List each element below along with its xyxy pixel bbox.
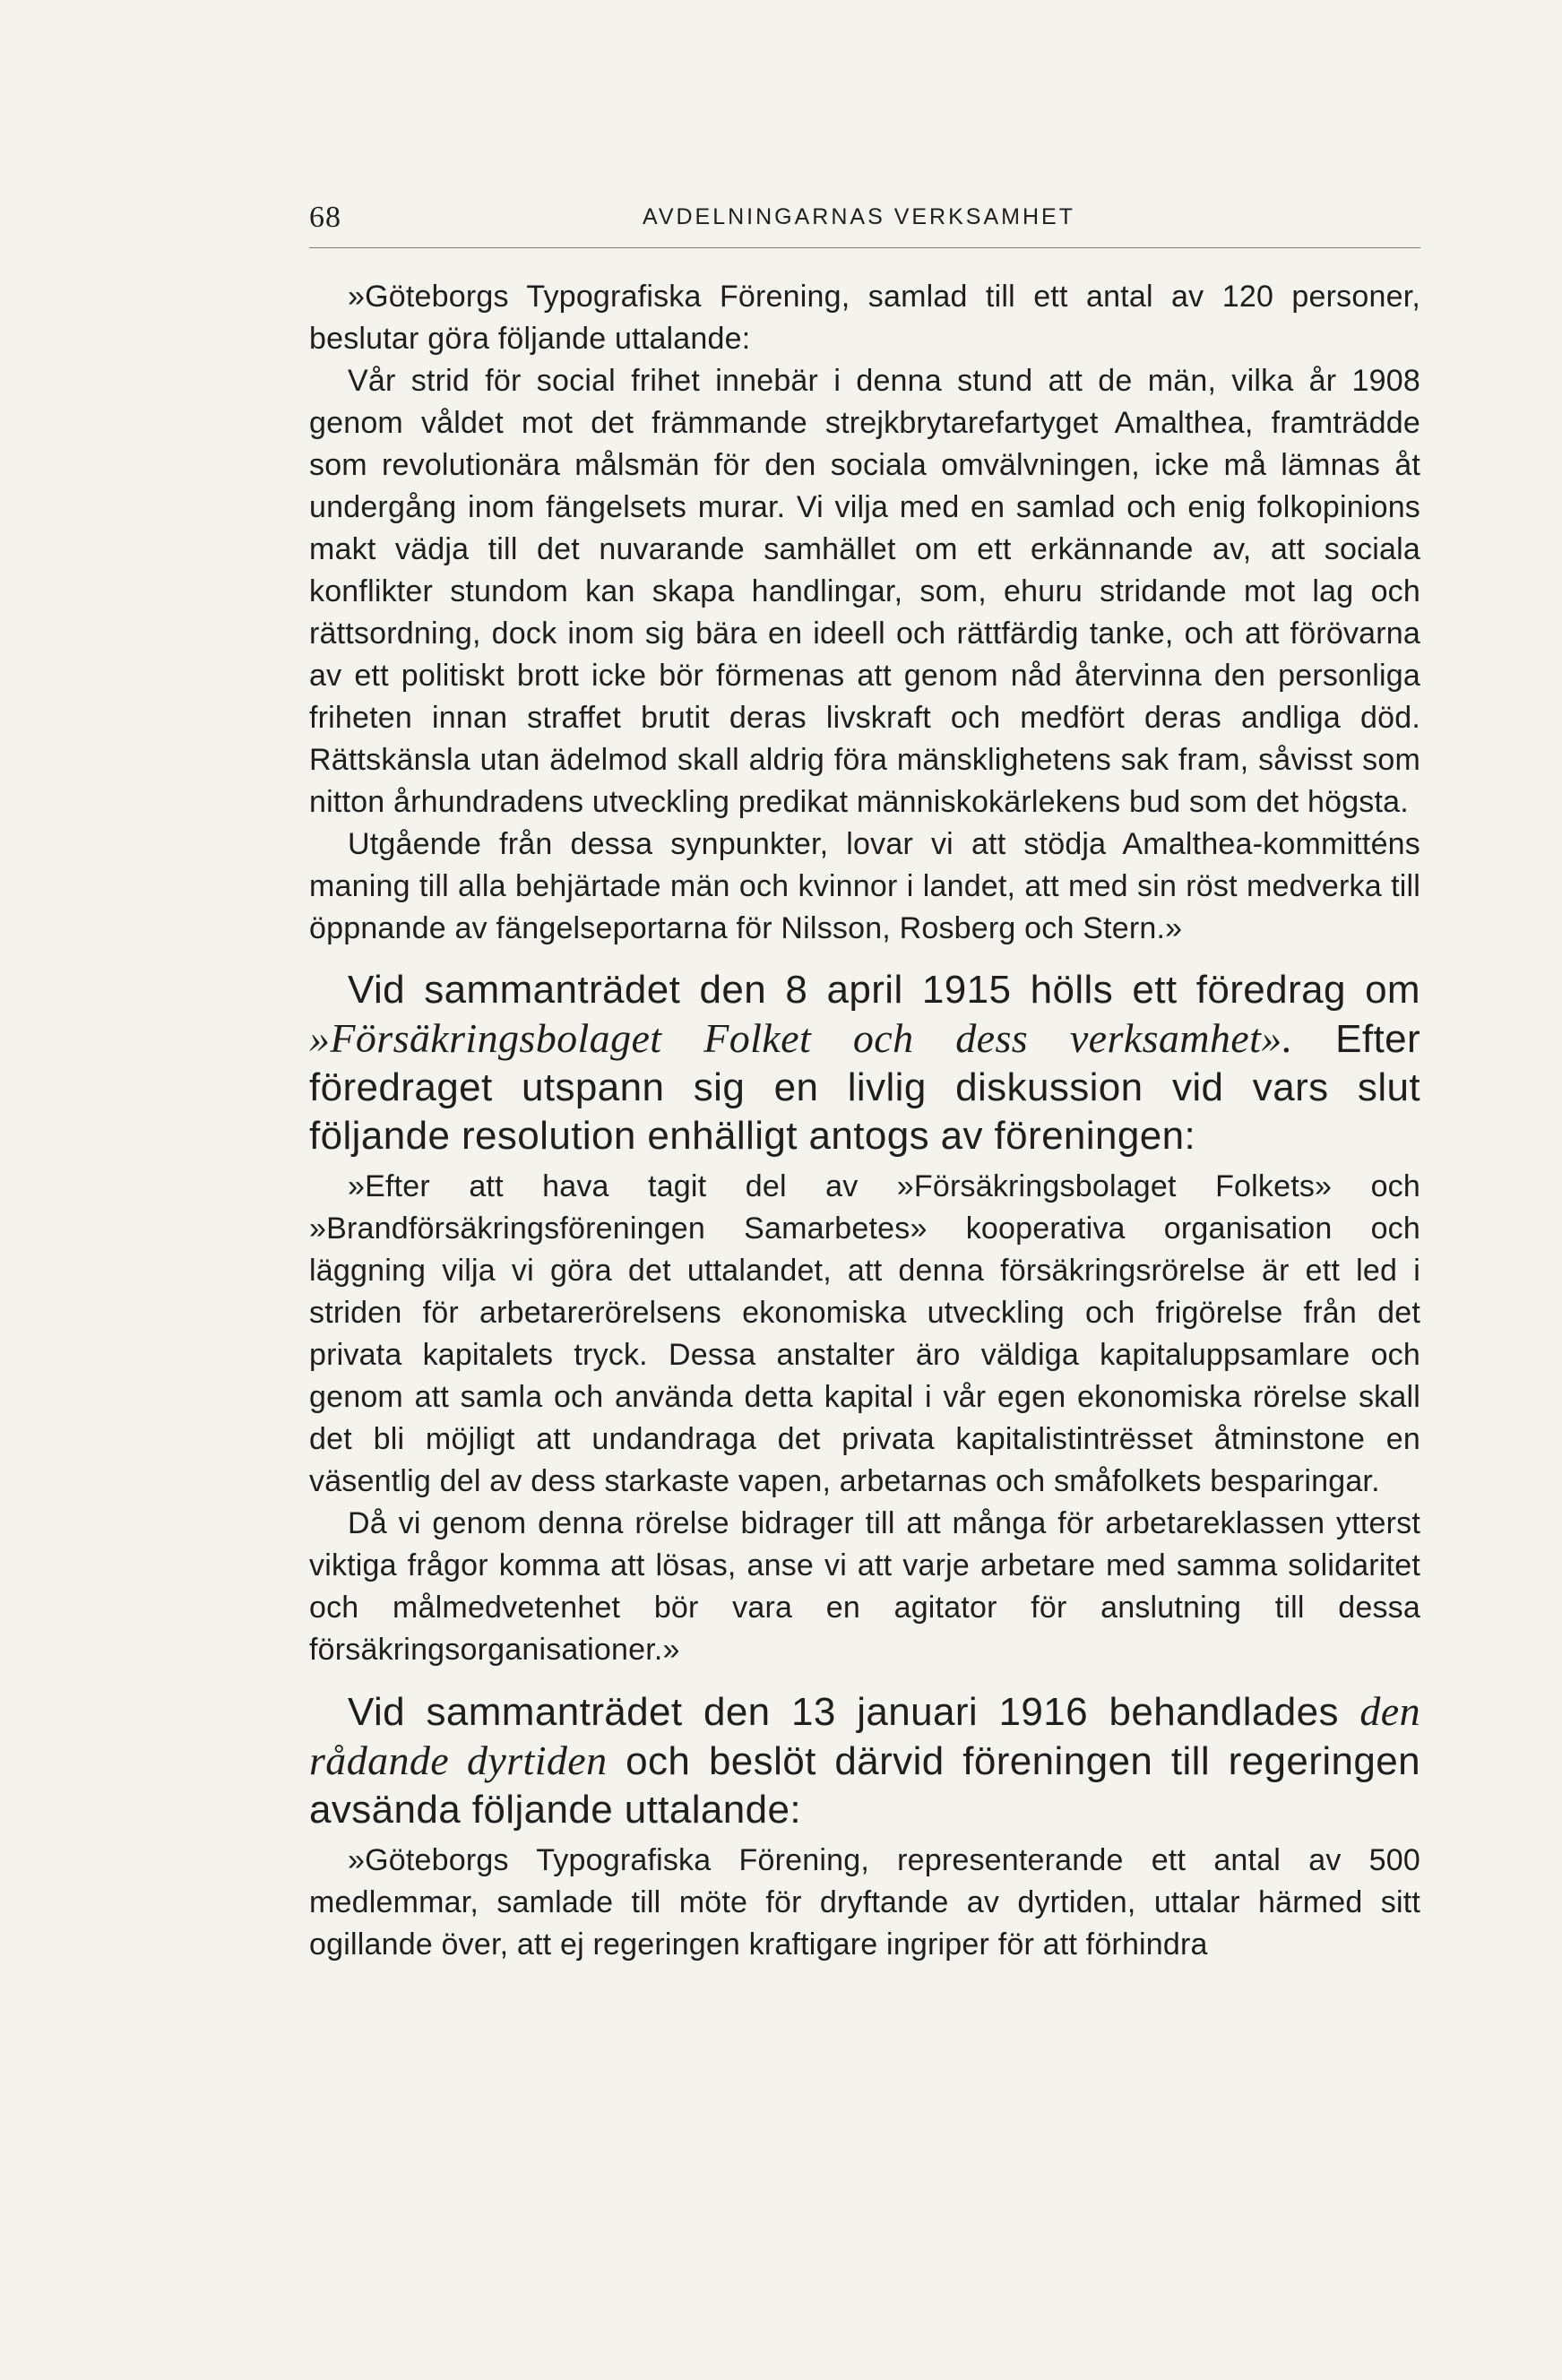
insurance-resolution-closing-paragraph: Då vi genom denna rörelse bidrager till att många för arbetareklassen ytterst viktiga frågor komma att lösas, anse vi att varje arbetare med samma solidaritet och målmedvetenhet bör vara en agitator för anslutning till dessa försäkringsorganisationer.» xyxy=(309,1506,1420,1667)
resolution-text-paragraph: Vår strid för social frihet innebär i denna stund att de män, vilka år 1908 genom våldet mot det främmande strejkbrytarefartyget Amalthea, framträdde som revolutionära målsmän för den sociala omvälvningen, icke må lämnas åt undergång inom fängelsets murar. Vi vilja med en samlad och enig folkopinions makt vädja till det nuvarande samhället om ett erkännande av, att sociala konflikter stundom kan skapa handlingar, som, ehuru stridande mot lag och rättsordning, dock inom sig bära en ideell och rättfärdig tanke, och att förövarna av ett politiskt brott icke bör förmenas att genom nåd återvinna den personliga friheten innan straffet brutit deras livskraft och medfört deras andliga död. Rättskänsla utan ädelmod skall aldrig föra mänsklighetens sak fram, såvisst som nitton århundradens utveckling predikat människokärlekens bud som det högsta. xyxy=(309,364,1420,819)
page-number: 68 xyxy=(309,201,341,234)
page-header xyxy=(309,201,1420,244)
insurance-resolution-paragraph: »Efter att hava tagit del av »Försäkringsbolaget Folkets» och »Brandförsäkringsföreningen Samarbetes» kooperativa organisation och läggning vilja vi göra det uttalandet, att denna försäkringsrörelse är ett led i striden för arbetarerörelsens ekonomiska utveckling och frigörelse från det privata kapitalets tryck. Dessa anstalter äro väldiga kapitaluppsamlare och genom att samla och använda detta kapital i vår egen ekonomiska rörelse skall det bli möjligt att undandraga det privata kapitalistintrësset åtminstone en väsentlig del av dess starkaste vapen, arbetarnas och småfolkets besparingar. xyxy=(309,1169,1420,1498)
meeting-1916-text-end: och beslöt därvid föreningen till regeringen avsända följande uttalande: xyxy=(309,1739,1420,1832)
resolution-closing-paragraph: Utgående från dessa synpunkter, lovar vi att stödja Amalthea-kommitténs maning till alla behjärtade män och kvinnor i landet, att med sin röst medverka till öppnande av fängelseportarna för Nilsson, Rosberg och Stern.» xyxy=(309,827,1420,945)
header-rule xyxy=(309,247,1420,248)
dyrtid-statement-paragraph: »Göteborgs Typografiska Förening, representerande ett antal av 500 medlemmar, samlade till möte för dryftande av dyrtiden, uttalar härmed sitt ogillande över, att ej regeringen kraftigare ingriper för att förhindra xyxy=(309,1843,1420,1962)
topic-italic: den rådande dyrtiden xyxy=(309,1688,1420,1783)
meeting-1915-text-start: Vid sammanträdet den 8 april 1915 hölls ett föredrag om xyxy=(348,968,1420,1012)
meeting-1916-text-start: Vid sammanträdet den 13 januari 1916 behandlades xyxy=(348,1690,1360,1734)
page-body xyxy=(309,276,1420,1966)
resolution-intro-paragraph: »Göteborgs Typografiska Förening, samlad till ett antal av 120 personer, beslutar göra följande uttalande: xyxy=(309,280,1420,356)
meeting-1915-text-end: Efter föredraget utspann sig en livlig diskussion vid vars slut följande resolution enhälligt antogs av föreningen: xyxy=(309,1017,1420,1158)
meeting-1915-paragraph xyxy=(309,966,1420,1160)
meeting-1916-paragraph xyxy=(309,1687,1420,1834)
lecture-title: »Försäkringsbolaget Folket och dess verksamhet». xyxy=(309,1015,1293,1061)
running-head: AVDELNINGARNAS VERKSAMHET xyxy=(643,204,1075,229)
